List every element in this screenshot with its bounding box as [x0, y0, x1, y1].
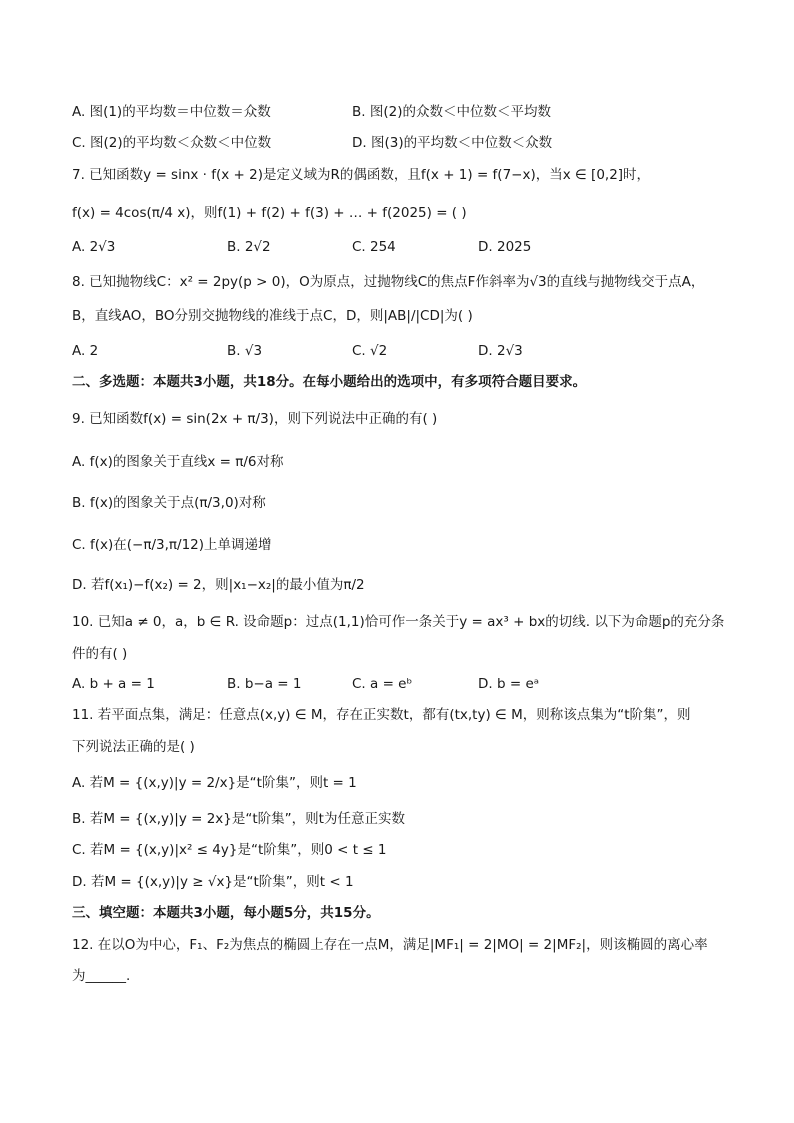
- q10-option-a: A. b + a = 1: [72, 676, 155, 692]
- q9-option-b: B. f(x)的图象关于点(π/3,0)对称: [72, 495, 266, 511]
- q8-option-c: C. √2: [352, 343, 388, 359]
- q11-option-a: A. 若M = {(x,y)|y = 2/x}是“t阶集”，则t = 1: [72, 775, 357, 791]
- q7-option-d: D. 2025: [478, 239, 532, 255]
- q11-stem-line2: 下列说法正确的是( ): [72, 739, 195, 755]
- q8-stem-line2: B，直线AO，BO分别交抛物线的准线于点C，D，则|AB|/|CD|为( ): [72, 308, 473, 324]
- q6-option-b: B. 图(2)的众数＜中位数＜平均数: [352, 104, 551, 120]
- q8-option-b: B. √3: [227, 343, 263, 359]
- section-fill-in-header: 三、填空题：本题共3小题，每小题5分，共15分。: [72, 905, 380, 921]
- q8-option-d: D. 2√3: [478, 343, 523, 359]
- q10-option-c: C. a = eᵇ: [352, 676, 413, 692]
- q9-option-a: A. f(x)的图象关于直线x = π/6对称: [72, 454, 284, 470]
- q8-stem-line1: 8. 已知抛物线C：x² = 2py(p > 0)，O为原点，过抛物线C的焦点F作斜率为√3的直线与抛物线交于点A，: [72, 274, 705, 290]
- q7-option-c: C. 254: [352, 239, 396, 255]
- q10-stem-line1: 10. 已知a ≠ 0，a，b ∈ R. 设命题p：过点(1,1)恰可作一条关于y = ax³ + bx的切线. 以下为命题p的充分条: [72, 614, 725, 630]
- q11-option-b: B. 若M = {(x,y)|y = 2x}是“t阶集”，则t为任意正实数: [72, 811, 405, 827]
- q12-stem-line2: 为______.: [72, 968, 131, 984]
- q7-stem-line2: f(x) = 4cos(π/4 x)，则f(1) + f(2) + f(3) + … + f(2025) = ( ): [72, 205, 467, 221]
- q10-option-b: B. b−a = 1: [227, 676, 302, 692]
- q11-option-c: C. 若M = {(x,y)|x² ≤ 4y}是“t阶集”，则0 < t ≤ 1: [72, 842, 387, 858]
- q6-option-a: A. 图(1)的平均数＝中位数＝众数: [72, 104, 271, 120]
- q11-stem-line1: 11. 若平面点集，满足：任意点(x,y) ∈ M，存在正实数t，都有(tx,ty) ∈ M，则称该点集为“t阶集”，则: [72, 707, 691, 723]
- q9-stem: 9. 已知函数f(x) = sin(2x + π/3)，则下列说法中正确的有( ): [72, 411, 438, 427]
- q10-option-d: D. b = eᵃ: [478, 676, 540, 692]
- q10-stem-line2: 件的有( ): [72, 646, 128, 662]
- q8-option-a: A. 2: [72, 343, 99, 359]
- q7-option-a: A. 2√3: [72, 239, 116, 255]
- q9-option-c: C. f(x)在(−π/3,π/12)上单调递增: [72, 537, 272, 553]
- q7-option-b: B. 2√2: [227, 239, 271, 255]
- q11-option-d: D. 若M = {(x,y)|y ≥ √x}是“t阶集”，则t < 1: [72, 874, 354, 890]
- q9-option-d: D. 若f(x₁)−f(x₂) = 2，则|x₁−x₂|的最小值为π/2: [72, 577, 365, 593]
- q7-stem-line1: 7. 已知函数y = sinx · f(x + 2)是定义域为R的偶函数，且f(x + 1) = f(7−x)，当x ∈ [0,2]时，: [72, 167, 651, 183]
- section-multiple-choice-header: 二、多选题：本题共3小题，共18分。在每小题给出的选项中，有多项符合题目要求。: [72, 374, 587, 390]
- q6-option-c: C. 图(2)的平均数＜众数＜中位数: [72, 135, 272, 151]
- q12-stem-line1: 12. 在以O为中心，F₁、F₂为焦点的椭圆上存在一点M，满足|MF₁| = 2|MO| = 2|MF₂|，则该椭圆的离心率: [72, 937, 708, 953]
- q6-option-d: D. 图(3)的平均数＜中位数＜众数: [352, 135, 553, 151]
